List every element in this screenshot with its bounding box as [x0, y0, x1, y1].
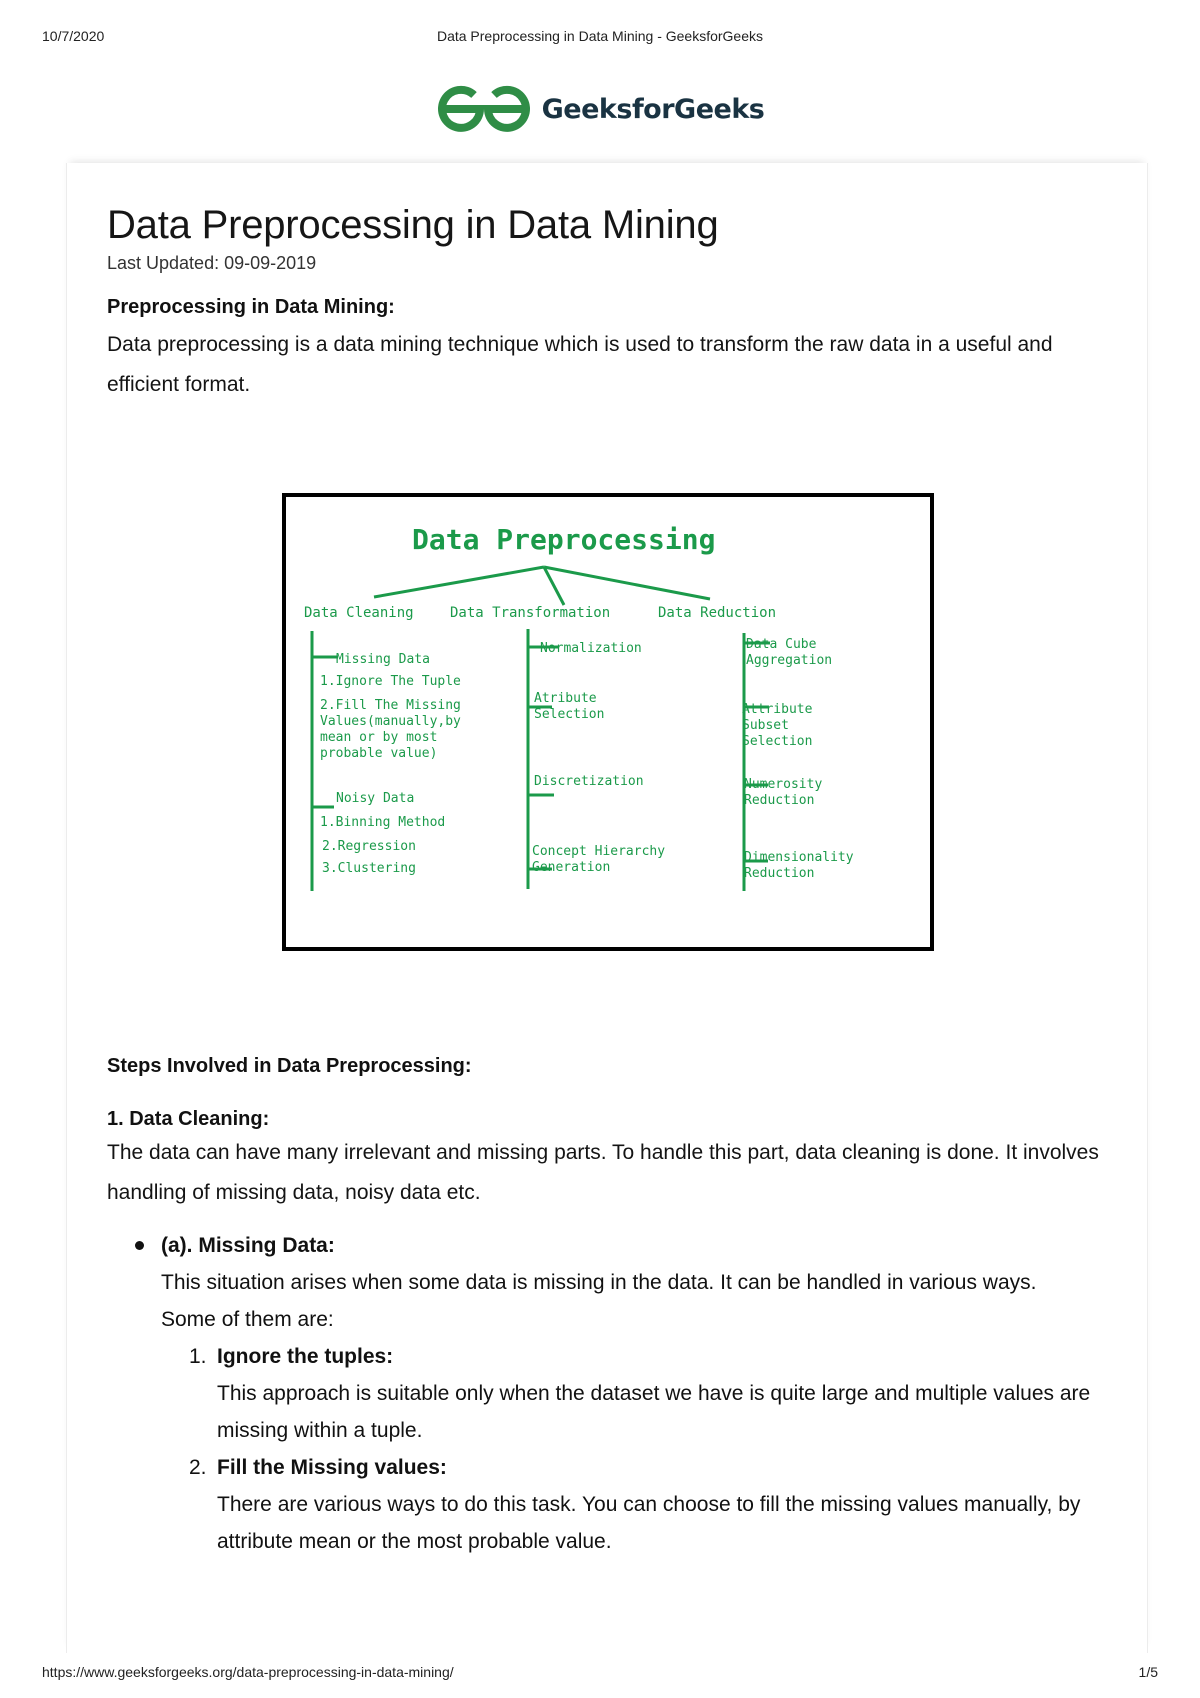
item-heading: Ignore the tuples:: [217, 1345, 394, 1368]
intro-heading: Preprocessing in Data Mining:: [107, 296, 395, 318]
col2-item: Normalization: [540, 641, 642, 656]
page-number: 1/5: [1138, 1664, 1158, 1680]
col1-header: Data Cleaning: [304, 605, 414, 621]
item-heading: Fill the Missing values:: [217, 1456, 447, 1479]
bullet-text: This situation arises when some data is missing in the data. It can be handled in various ways.: [161, 1271, 1037, 1294]
numbered-list: [161, 1338, 1107, 1560]
col1-missing-item: 2.Fill The Missing: [320, 698, 461, 713]
col2-item: Generation: [532, 860, 611, 875]
item-text: This approach is suitable only when the dataset we have is quite large and multiple values are missing within a tuple.: [217, 1382, 1091, 1442]
col1-missing-item: Values(manually,by: [320, 714, 461, 729]
intro-paragraph: Data preprocessing is a data mining technique which is used to transform the raw data in a useful and efficient format.: [107, 333, 1053, 396]
section-paragraph-data-cleaning: The data can have many irrelevant and missing parts. To handle this part, data cleaning is done. It involves handling of missing data, noisy data etc.: [107, 1141, 1099, 1204]
print-page-title: Data Preprocessing in Data Mining - GeeksforGeeks: [436, 28, 764, 44]
geeksforgeeks-logo-icon: [436, 84, 532, 134]
item-number: 2.: [189, 1456, 207, 1479]
col2-header: Data Transformation: [450, 605, 611, 621]
col3-item: Numerosity: [744, 777, 823, 792]
diagram-title: Data Preprocessing: [412, 523, 716, 556]
article-title: Data Preprocessing in Data Mining: [107, 203, 719, 247]
col1-missing-item: mean or by most: [320, 730, 438, 745]
bullet-item-missing-data: [107, 1227, 1107, 1560]
col2-item: Atribute: [534, 691, 597, 706]
site-logo[interactable]: [0, 84, 1200, 134]
item-number: 1.: [189, 1345, 207, 1368]
col3-header: Data Reduction: [658, 605, 777, 621]
col3-item: Reduction: [744, 793, 815, 808]
steps-heading: Steps Involved in Data Preprocessing:: [107, 1055, 472, 1077]
col3-item: Attribute: [742, 702, 813, 717]
bullet-heading: (a). Missing Data:: [161, 1234, 335, 1257]
col2-item: Discretization: [534, 774, 644, 789]
col3-item: Selection: [742, 734, 813, 749]
page-url[interactable]: https://www.geeksforgeeks.org/data-preprocessing-in-data-mining/: [42, 1664, 454, 1680]
print-date: 10/7/2020: [42, 28, 105, 44]
preprocessing-diagram: [282, 493, 934, 951]
section-heading-data-cleaning: 1. Data Cleaning:: [107, 1108, 270, 1130]
col1-noisy-item: 1.Binning Method: [320, 815, 446, 830]
col3-item: Data Cube: [746, 637, 817, 652]
last-updated: Last Updated: 09-09-2019: [107, 253, 317, 273]
bullet-intro: Some of them are:: [161, 1308, 334, 1331]
col1-noisy-item: 3.Clustering: [322, 861, 416, 876]
article-card: [66, 163, 1148, 1653]
col3-item: Aggregation: [746, 653, 833, 668]
numbered-item: [161, 1338, 1107, 1449]
col1-noisy-label: Noisy Data: [336, 791, 415, 806]
item-text: There are various ways to do this task. You can choose to fill the missing values manually, by attribute mean or the most probable value.: [217, 1493, 1081, 1553]
col2-item: Selection: [534, 707, 605, 722]
print-footer: [0, 1664, 1200, 1684]
col1-missing-item: probable value): [320, 746, 438, 761]
bullet-list: [107, 1227, 1107, 1560]
col3-item: Reduction: [744, 866, 815, 881]
print-header: [0, 28, 1200, 48]
col2-item: Concept Hierarchy: [532, 844, 666, 859]
col3-item: Dimensionality: [744, 850, 854, 865]
diagram-svg: [282, 493, 934, 951]
col1-missing-label: Missing Data: [336, 652, 430, 667]
article-content: [107, 203, 1107, 1560]
numbered-item: [161, 1449, 1107, 1560]
col1-missing-item: 1.Ignore The Tuple: [320, 674, 461, 689]
col1-noisy-item: 2.Regression: [322, 839, 416, 854]
col3-item: Subset: [742, 718, 789, 733]
logo-text: GeeksforGeeks: [541, 93, 765, 125]
